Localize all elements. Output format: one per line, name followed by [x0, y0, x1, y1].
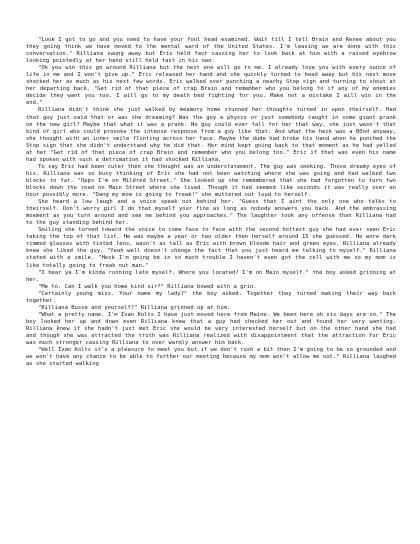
paragraph: "Rilliana Busse and yourself?" Rilliana grinned up at him. — [38, 304, 231, 311]
paragraph: "Well Ivan Kolts it's a pleasure to meet you but if we don't rush a bit then I'm going to be so grounded and we won't have any chance to be able to further our meeting because my mom won't allow me out." Rilliana laughed as she started walking — [26, 347, 396, 368]
document-page — [26, 37, 396, 368]
paragraph: "Me to. Can I walk you home kind sir?" Rilliana bowed with a grin. — [38, 283, 257, 290]
paragraph: "Ok you win this go around Rilliana but the next one will go to me. I already love you with every ounce of life in me and I won't give up." Eric released her hand and she quickly turned to head away but his next move shocked her as much as his next few words. Eric walked over punching a nearby Stop sign and turning to shout at her departing back. "Get rid of that piece of crap Brain and remember who you belong to if any of my enemies decide they want you too. I will go to my death bed fighting for you. Make not a mistake I will win in the end." — [26, 65, 396, 107]
paragraph: She heard a low laugh and a voice speak out behind her. "Guess that I aint the only one who talks to theirself. Don't worry girl I do that myself your fine as long as nobody answers you back. And the embrassing moement as you turn around and see me behind you approaches." The laughter took any offense that Rilliana had to the guy standing behind her. — [26, 199, 396, 227]
paragraph: To say Eric had been cuter then she thought was an understatement. The guy was smoking. Those dreamy eyes of his. Rilliana was so busy thinking of Eric she had not been watching where she was going and had walked two blocks to far. "Opps I'm on Mildred Street." She looked up she remembered that she had forgotten to turn two blocks down the road on Main Street where she lived. Though it had seemed like seconds it was really over an hour possibly more. "Dang my mom is going to freak!" she muttered out loud to herself. — [26, 163, 396, 199]
paragraph: Smiling she turned toward the voice to come face to face with the second hottest guy she had ever seen Eric taking the top of that list. He was maybe a year or two older then herself around 15 she guessed. He wore dark rimmed glasses with tinted lens, wasn't as tall as Eric with brown blonde hair and green eyes. Rilliana already knew she liked the guy. "Yeah well doesn't change the fact that you just heard me talking to myself." Rilliana stated with a smile. "Heck I'm going be in so much trouble I haven't even got the cell with me so my mom is like totally going to freak out man." — [26, 227, 396, 269]
paragraph: "What a pretty name. I'm Ivan Kolts I have just moved here from Maine. We been here oh six days are so." The boy looked her up and down even Rilliana knew that a guy had checked her out and found her very wanting. Rilliana knew if she hadn't just met Eric she would be very interested herself but on the other hand she had and though she was attracted the truth was Rilliana realized with disappointment that the attraction for Eric was much stronger causing Rilliana to over warmly answer him back. — [26, 311, 396, 347]
paragraph: "Look I got to go and you need to have your fool head examined. Wait till I tell Brain and Renee about you they going think we have moved to the mental ward of the United States. I'm leaving we are done with this conversation." Rilliana swung away but Eric held fast causing her to look back at him with a raised eyebrow looking pointedly at her hand still held fast in his own. — [26, 37, 396, 65]
paragraph: "Certainly young miss. Your name my lady?" the boy asked. Together they turned making their way back together. — [26, 290, 396, 304]
paragraph: "I hear ya I'm kinda running late myself. Where you located? I'm on Main myself." the boy asked grinning at her. — [26, 269, 396, 283]
paragraph: Rilliana didn't think she just walked by meamory home stunned her thoughts turned in upon theirself. Had that guy just said that or was she dreaming? Was the guy a physco or just somebody caught in some giant prank on the new girl? Maybe that what it was a prank. No guy could ever fall for her that way, she just wasn't that kind of girl who could provoke the intense response from a guy like that. And what the heck was a B0nd anyway, she thought with an inner smile flinting across her face. Maybe the dude had broke his hand when he punched the Stop sign that she didn't understand why he did that. Her mind kept going back to that moment as he had yelled at her "Get rid of that piece of crap Brain and remember who you belong too." Eric if that was even his name had spoken with such a detrimation it had shocked Rilliana. — [26, 107, 396, 163]
